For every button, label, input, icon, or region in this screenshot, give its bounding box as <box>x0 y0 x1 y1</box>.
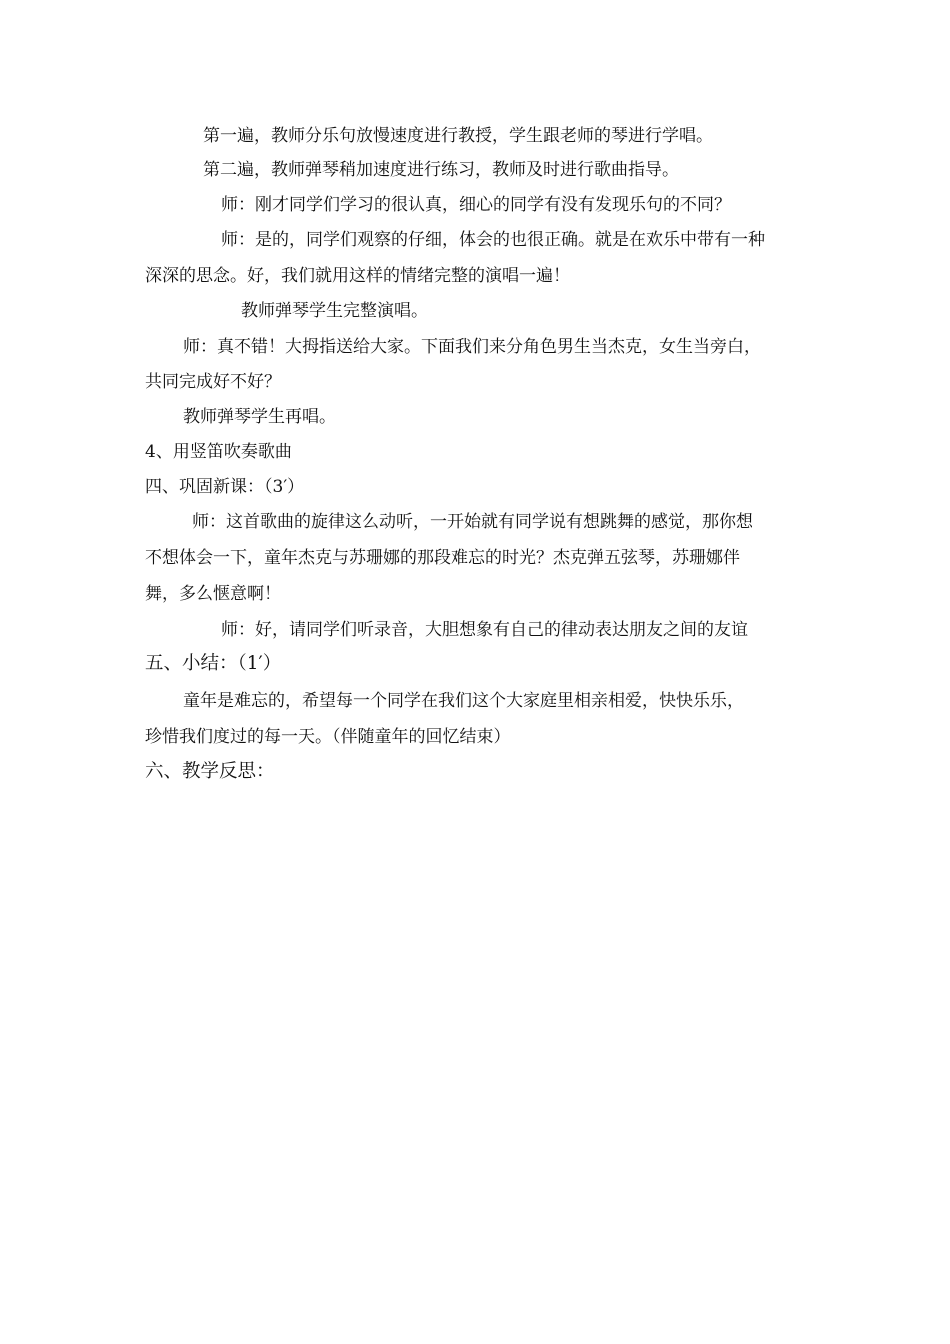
section-heading: 4、用竖笛吹奏歌曲 <box>145 442 292 462</box>
section-heading: 六、教学反思： <box>145 761 275 782</box>
text-line: 师：真不错！大拇指送给大家。下面我们来分角色男生当杰克，女生当旁白， <box>183 337 761 357</box>
text-line: 第一遍，教师分乐句放慢速度进行教授，学生跟老师的琴进行学唱。 <box>203 126 713 146</box>
text-line: 珍惜我们度过的每一天。（伴随童年的回忆结束） <box>145 727 511 747</box>
text-line: 童年是难忘的，希望每一个同学在我们这个大家庭里相亲相爱，快快乐乐， <box>183 691 744 711</box>
text-line: 师：这首歌曲的旋律这么动听，一开始就有同学说有想跳舞的感觉，那你想 <box>192 512 753 532</box>
text-line: 师：刚才同学们学习的很认真，细心的同学有没有发现乐句的不同？ <box>221 195 731 215</box>
text-line: 教师弹琴学生完整演唱。 <box>241 301 428 321</box>
text-line: 共同完成好不好？ <box>145 372 281 392</box>
text-line: 师：是的，同学们观察的仔细，体会的也很正确。就是在欢乐中带有一种 <box>221 230 765 250</box>
text-line: 深深的思念。好，我们就用这样的情绪完整的演唱一遍！ <box>145 266 570 286</box>
text-line: 舞，多么惬意啊！ <box>145 584 281 604</box>
text-line: 教师弹琴学生再唱。 <box>183 407 336 427</box>
section-heading: 四、巩固新课：（3′） <box>145 477 305 497</box>
section-heading: 五、小结：（1′） <box>145 653 282 674</box>
text-line: 师：好，请同学们听录音，大胆想象有自己的律动表达朋友之间的友谊 <box>221 620 748 640</box>
text-line: 不想体会一下，童年杰克与苏珊娜的那段难忘的时光？杰克弹五弦琴，苏珊娜伴 <box>145 548 740 568</box>
text-line: 第二遍，教师弹琴稍加速度进行练习，教师及时进行歌曲指导。 <box>203 160 679 180</box>
